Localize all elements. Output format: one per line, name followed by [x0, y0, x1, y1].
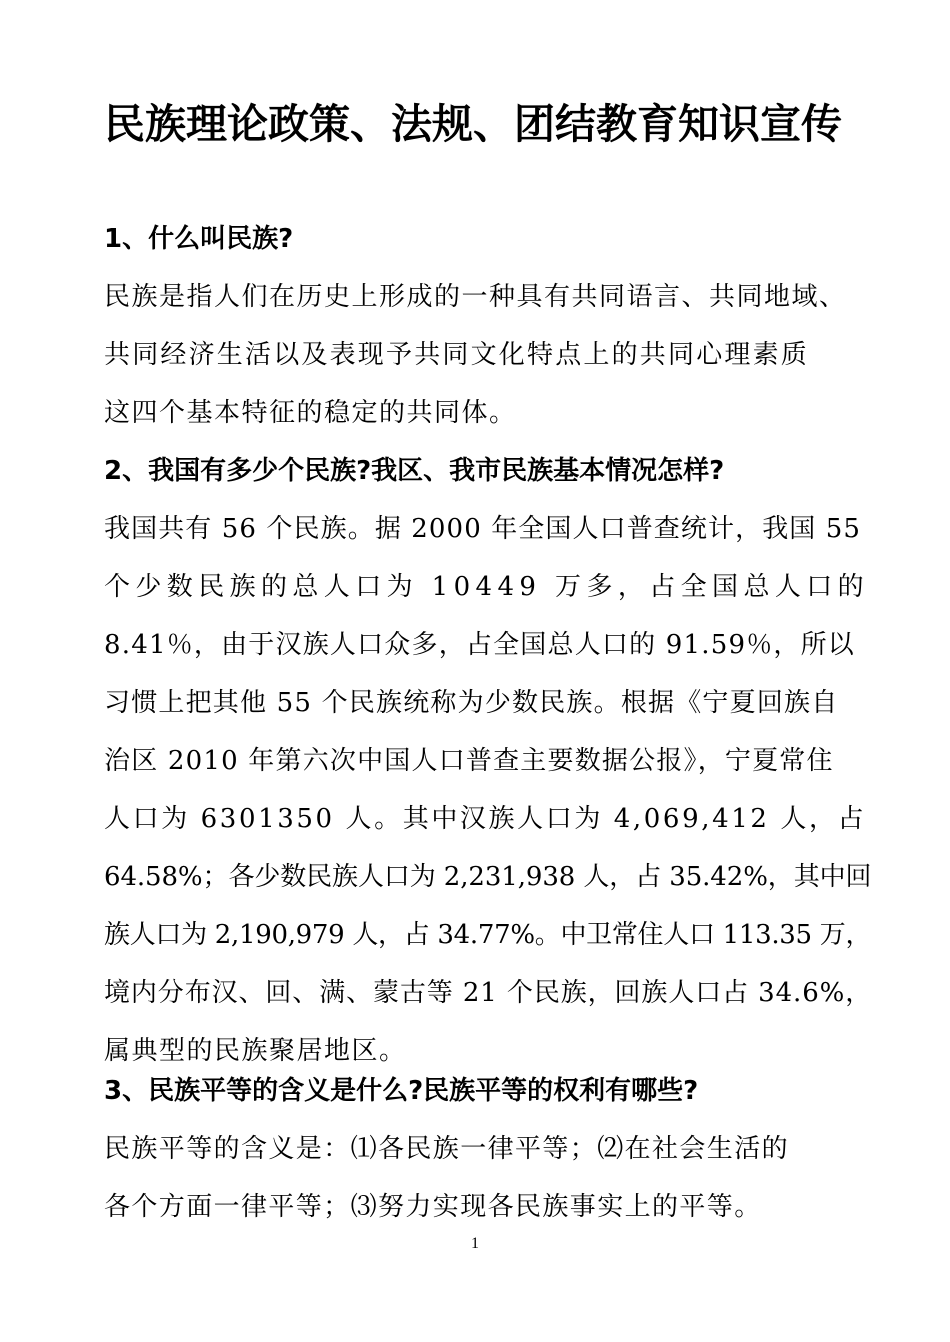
section-3-line-2: 各个方面一律平等；⑶努力实现各民族事实上的平等。 [104, 1192, 762, 1222]
section-1 [104, 210, 874, 442]
section-2-line-8: 族人口为 2,190,979 人，占 34.77%。中卫常住人口 113.35 万， [104, 920, 872, 950]
section-2-body [104, 500, 874, 1080]
section-1-body [104, 268, 874, 442]
section-1-line-1: 民族是指人们在历史上形成的一种具有共同语言、共同地域、 [104, 282, 847, 312]
section-2-line-5: 治区 2010 年第六次中国人口普查主要数据公报》，宁夏常住 [104, 746, 834, 776]
section-2 [104, 442, 874, 1080]
section-1-heading: 1、什么叫民族? [104, 224, 294, 254]
section-2-heading: 2、我国有多少个民族?我区、我市民族基本情况怎样? [104, 456, 725, 486]
section-2-line-1: 我国共有 56 个民族。据 2000 年全国人口普查统计，我国 55 [104, 514, 862, 544]
section-2-line-9: 境内分布汉、回、满、蒙古等 21 个民族，回族人口占 34.6%， [104, 978, 873, 1008]
section-2-line-2: 个少数民族的总人口为 10449 万多，占全国总人口的 [104, 572, 870, 602]
page-number: 1 [471, 1235, 479, 1252]
section-3 [104, 1062, 874, 1236]
section-3-line-1: 民族平等的含义是：⑴各民族一律平等；⑵在社会生活的 [104, 1134, 790, 1164]
section-2-line-4: 习惯上把其他 55 个民族统称为少数民族。根据《宁夏回族自 [104, 688, 839, 718]
section-2-line-10: 属典型的民族聚居地区。 [104, 1036, 407, 1066]
section-2-line-3: 8.41％，由于汉族人口众多，占全国总人口的 91.59％，所以 [104, 630, 855, 660]
document-title: 民族理论政策、法规、团结教育知识宣传 [104, 100, 842, 148]
section-2-line-7: 64.58%；各少数民族人口为 2,231,938 人，占 35.42%，其中回 [104, 862, 872, 892]
section-3-body [104, 1120, 874, 1236]
section-2-line-6: 人口为 6301350 人。其中汉族人口为 4,069,412 人，占 [104, 804, 867, 834]
section-3-heading: 3、民族平等的含义是什么?民族平等的权利有哪些? [104, 1076, 699, 1106]
section-1-line-2: 共同经济生活以及表现予共同文化特点上的共同心理素质 [104, 340, 810, 370]
section-1-line-3: 这四个基本特征的稳定的共同体。 [104, 398, 517, 428]
